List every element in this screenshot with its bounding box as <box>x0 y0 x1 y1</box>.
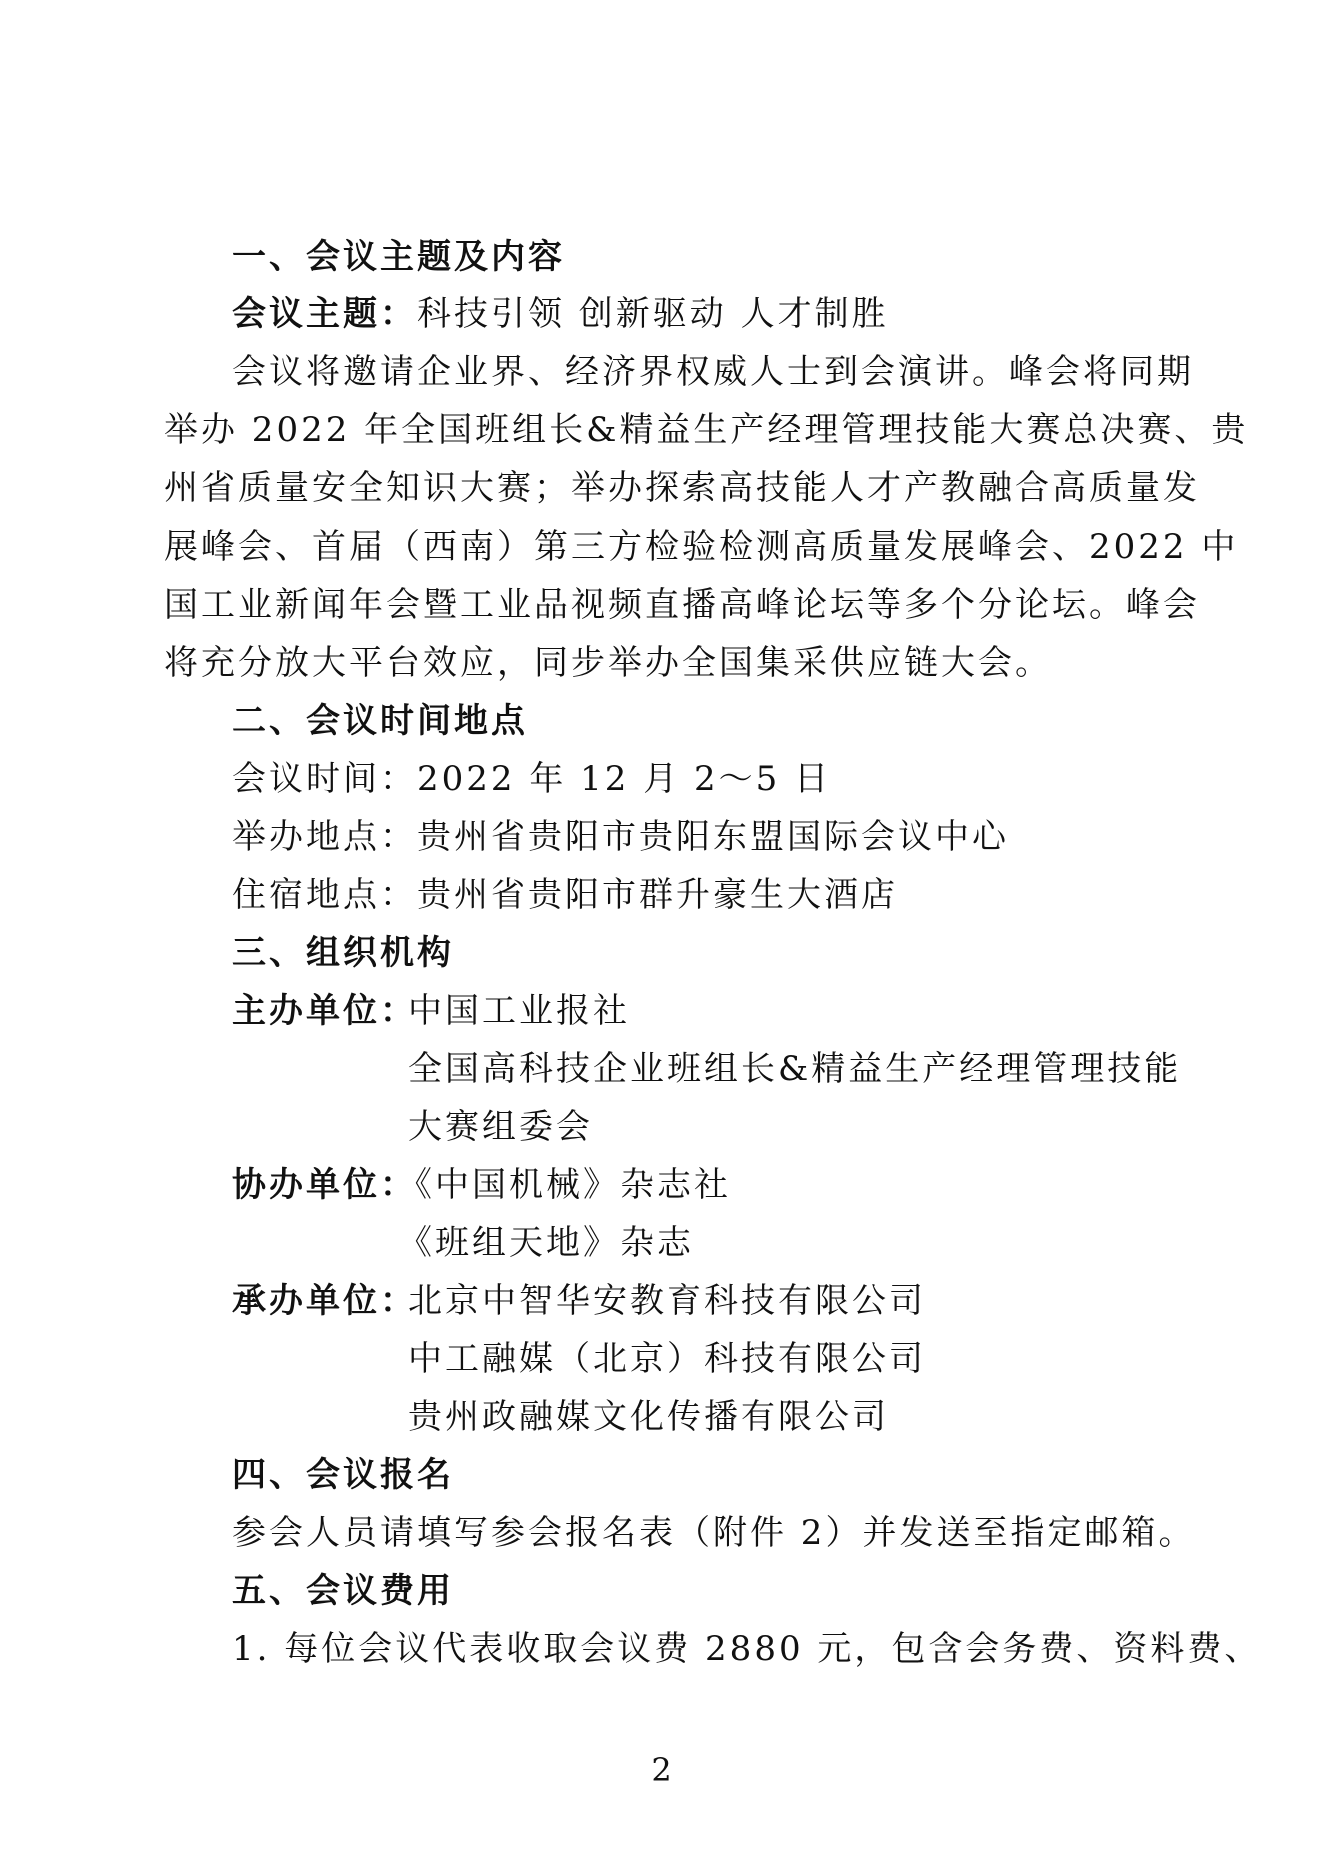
host-org: 大赛组委会 <box>408 1107 593 1147</box>
section-heading-4: 四、会议报名 <box>232 1455 454 1495</box>
paragraph-line: 展峰会、首届（西南）第三方检验检测高质量发展峰会、2022 中 <box>164 527 1239 567</box>
section-heading-3: 三、组织机构 <box>232 933 454 973</box>
host-org: 中国工业报社 <box>408 991 630 1031</box>
fee-item-1: 1. 每位会议代表收取会议费 2880 元，包含会务费、资料费、 <box>232 1629 1262 1669</box>
section-heading-2: 二、会议时间地点 <box>232 701 528 741</box>
org-company: 贵州政融媒文化传播有限公司 <box>408 1397 889 1437</box>
meeting-time: 会议时间：2022 年 12 月 2～5 日 <box>232 759 832 799</box>
page-number: 2 <box>651 1751 672 1789</box>
paragraph-line: 州省质量安全知识大赛；举办探索高技能人才产教融合高质量发 <box>164 468 1200 508</box>
paragraph-line: 举办 2022 年全国班组长&精益生产经理管理技能大赛总决赛、贵 <box>164 410 1249 450</box>
paragraph-line: 将充分放大平台效应，同步举办全国集采供应链大会。 <box>164 643 1052 683</box>
paragraph-line: 国工业新闻年会暨工业品视频直播高峰论坛等多个分论坛。峰会 <box>164 585 1200 625</box>
accommodation: 住宿地点：贵州省贵阳市群升豪生大酒店 <box>232 875 898 915</box>
registration-text: 参会人员请填写参会报名表（附件 2）并发送至指定邮箱。 <box>232 1513 1196 1553</box>
section-heading-5: 五、会议费用 <box>232 1571 454 1611</box>
co-org: 《中国机械》杂志社 <box>398 1165 731 1205</box>
org-company: 中工融媒（北京）科技有限公司 <box>408 1339 926 1379</box>
theme-text: 科技引领 创新驱动 人才制胜 <box>417 294 889 334</box>
theme-line <box>232 294 889 334</box>
co-label: 协办单位： <box>232 1165 417 1205</box>
host-label: 主办单位： <box>232 991 417 1031</box>
host-org: 全国高科技企业班组长&精益生产经理管理技能 <box>408 1049 1182 1089</box>
org-company: 北京中智华安教育科技有限公司 <box>408 1281 926 1321</box>
section-heading-1: 一、会议主题及内容 <box>232 237 565 277</box>
co-org: 《班组天地》杂志 <box>398 1223 694 1263</box>
meeting-venue: 举办地点：贵州省贵阳市贵阳东盟国际会议中心 <box>232 817 1009 857</box>
theme-label: 会议主题： <box>232 294 417 334</box>
paragraph-line: 会议将邀请企业界、经济界权威人士到会演讲。峰会将同期 <box>232 352 1194 392</box>
org-label: 承办单位： <box>232 1281 417 1321</box>
